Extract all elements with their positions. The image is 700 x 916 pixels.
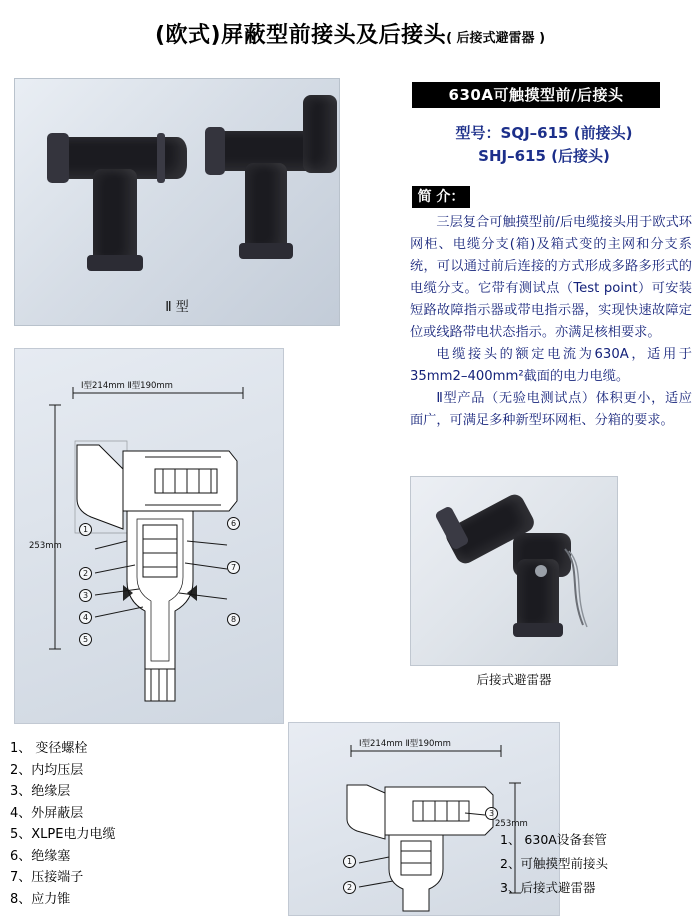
assembly-callout-3: 3 xyxy=(485,807,498,820)
intro-paragraph-1: 三层复合可触摸型前/后电缆接头用于欧式环网柜、电缆分支(箱)及箱式变的主网和分支系统，可以通过前后连接的方式形成多路多形式的电缆分支。它带有测试点（Test point）可安装短路故障指示器或带电指示器，实现快速故障定位或线路带电状态指示。亦满足核相要求。 xyxy=(410,215,692,340)
intro-paragraph-3: Ⅱ型产品（无验电测试点）体积更小，适应面广，可满足多种新型环网柜、分箱的要求。 xyxy=(410,391,692,428)
intro-tag: 简 介： xyxy=(412,186,470,208)
list-item: 5、XLPE电力电缆 xyxy=(10,827,116,842)
model-line-2: SHJ–615 (后接头) xyxy=(478,147,610,165)
list-item: 3、绝缘层 xyxy=(10,784,71,799)
model-numbers xyxy=(398,122,690,168)
list-item: 2、可触摸型前接头 xyxy=(500,856,608,871)
product-photo-panel xyxy=(14,78,340,326)
intro-paragraph-2: 电缆接头的额定电流为630A，适用于35mm2–400mm²截面的电力电缆。 xyxy=(410,347,692,384)
ground-cable-icon xyxy=(559,547,619,633)
title-sub: ( 后接式避雷器 ) xyxy=(446,31,546,46)
title-main: (欧式)屏蔽型前接头及后接头 xyxy=(154,23,447,48)
assembly-dimension-top: Ⅰ型214mm Ⅱ型190mm xyxy=(359,739,451,749)
dimension-top-label: Ⅰ型214mm Ⅱ型190mm xyxy=(81,381,173,391)
arrester-caption: 后接式避雷器 xyxy=(476,672,552,687)
callout-5: 5 xyxy=(79,633,92,646)
section-header-630a: 630A可触摸型前/后接头 xyxy=(412,82,660,108)
assembly-dimension-right: 253mm xyxy=(495,819,528,829)
list-item: 7、压接端子 xyxy=(10,870,84,885)
list-item: 3、后接式避雷器 xyxy=(500,880,596,895)
photo-caption: Ⅱ 型 xyxy=(165,300,189,315)
callout-2: 2 xyxy=(79,567,92,580)
model-line-1: 型号：SQJ–615 (前接头) xyxy=(455,124,633,142)
assembly-callout-1: 1 xyxy=(343,855,356,868)
elbow-connector-left-illustration xyxy=(49,113,199,263)
callout-4: 4 xyxy=(79,611,92,624)
callout-7: 7 xyxy=(227,561,240,574)
arrester-photo-panel xyxy=(410,476,618,666)
legend-left-list xyxy=(10,738,270,910)
list-item: 8、应力锥 xyxy=(10,891,71,907)
elbow-connector-right-illustration xyxy=(207,101,337,263)
assembly-callout-2: 2 xyxy=(343,881,356,894)
arrester-illustration xyxy=(439,499,599,649)
cutaway-drawing-svg xyxy=(15,349,283,723)
callout-1: 1 xyxy=(79,523,92,536)
list-item: 4、外屏蔽层 xyxy=(10,805,84,821)
callout-8: 8 xyxy=(227,613,240,626)
list-item: 1、 变径螺栓 xyxy=(10,741,88,756)
list-item: 1、 630A设备套管 xyxy=(500,832,607,847)
callout-6: 6 xyxy=(227,517,240,530)
list-item: 6、绝缘塞 xyxy=(10,848,71,864)
callout-3: 3 xyxy=(79,589,92,602)
list-item: 2、内均压层 xyxy=(10,762,84,778)
page-title xyxy=(0,18,700,49)
intro-body xyxy=(410,212,692,432)
cutaway-drawing-panel xyxy=(14,348,284,724)
dimension-left-label: 253mm xyxy=(29,541,62,551)
legend-right-list xyxy=(500,828,700,900)
